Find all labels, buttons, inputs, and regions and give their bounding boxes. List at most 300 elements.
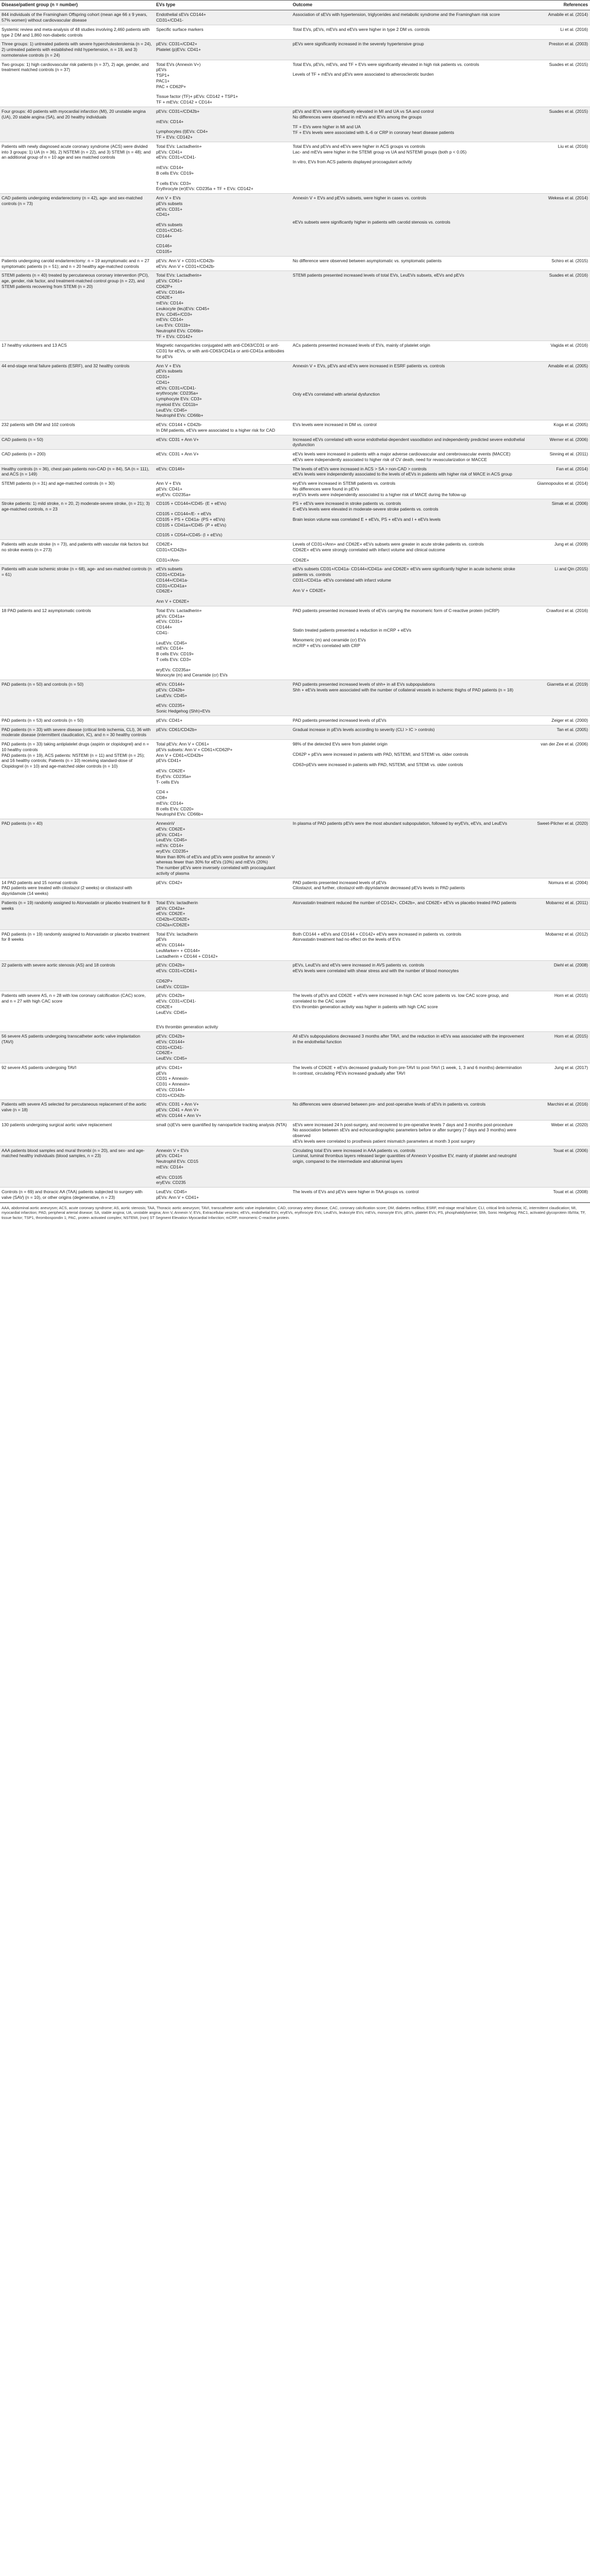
disease-cell: PAD patients (n = 40) xyxy=(0,819,155,878)
ev-type-cell xyxy=(155,361,291,420)
table-row xyxy=(0,479,590,499)
ev-type-cell: Magnetic nanoparticles conjugated with anti-CD63/CD31 or anti-CD31 for eEVs, or with anti-CD63/CD41a or anti-CD41a antibodies for pEVs xyxy=(155,341,291,361)
disease-cell: 44 end-stage renal failure patients (ESRF), and 32 healthy controls xyxy=(0,361,155,420)
ev-type-cell xyxy=(155,740,291,819)
outcome-cell: PAD patients presented increased levels of pEVs xyxy=(291,716,528,725)
cell-line: pEVs, LeuEVs and eEVs were increased in AVS patients vs. controls xyxy=(293,962,424,968)
cell-line: CD105 + CD54+/CD45- (I + eEVs) xyxy=(156,532,223,538)
cell-line: eEVs: CD31+ xyxy=(156,206,182,212)
disease-cell: Patients with acute stroke (n = 73), and patients with vascular risk factors but no stroke events (n = 273) xyxy=(0,540,155,565)
reference-cell: Amabile et al. (2005) xyxy=(528,361,590,420)
outcome-cell xyxy=(291,194,528,257)
cell-line: Total EVs (Annexin V+) xyxy=(156,61,201,67)
cell-line: Monomeric (m) and ceramide (cr) EVs xyxy=(293,637,366,643)
cell-line: Neutrophil EVs: CD15 xyxy=(156,1159,198,1164)
header-outcome: Outcome xyxy=(291,1,528,10)
table-row xyxy=(0,60,590,107)
cell-line: CD31 + Annexin- xyxy=(156,1076,189,1081)
line-spacer xyxy=(293,583,526,588)
cell-line: TF + EVs: CD142+ xyxy=(156,333,193,339)
outcome-cell xyxy=(291,991,528,1032)
cell-line: eEVs: CD144+ xyxy=(156,1087,185,1092)
outcome-cell xyxy=(291,142,528,193)
cell-line: eEVs: CD144+ xyxy=(156,682,185,687)
disease-cell xyxy=(0,878,155,898)
cell-line: PAD patients presented increased levels of pEVs xyxy=(293,879,386,885)
line-spacer xyxy=(293,623,526,628)
outcome-cell: All sEVs subpopulations decreased 3 months after TAVI, and the reduction in eEVs was associated with the improvement in the endothelial function xyxy=(291,1032,528,1063)
cell-line: T- cells EVs xyxy=(156,779,179,785)
cell-line: sEVs were increased 24 h post-surgery, and recovered to pre-operative levels 7 days and 3 months post-procedure xyxy=(293,1122,513,1127)
line-spacer xyxy=(156,124,289,129)
cell-line: CD62P+ xyxy=(156,283,173,289)
cell-line: Ann V + CD62E+ xyxy=(156,599,190,604)
cell-line: CD105+ xyxy=(156,249,172,254)
cell-line: CD31+/CD41a+ xyxy=(156,583,187,588)
reference-cell: Suades et al. (2015) xyxy=(528,107,590,142)
reference-cell: Fan et al. (2014) xyxy=(528,464,590,479)
cell-line: eEVs levels were increased in patients with a major adverse cardiovascular and cerebrovascular events (MACCE) xyxy=(293,451,511,456)
disease-cell: 17 healthy volunteers and 13 ACS xyxy=(0,341,155,361)
cell-line: mEVs: CD14+ xyxy=(156,646,184,651)
cell-line: Lac- and mEVs were higher in the STEMI group vs UA and NSTEMI groups (both p < 0.05) xyxy=(293,149,467,155)
table-row xyxy=(0,194,590,257)
outcome-cell: EVs levels were increased in DM vs. control xyxy=(291,420,528,435)
cell-line: B cells EVs: CD19+ xyxy=(156,651,194,656)
outcome-cell: ACs patients presented increased levels of EVs, mainly of platelet origin xyxy=(291,341,528,361)
table-row xyxy=(0,361,590,420)
cell-line: mEVs: CD14+ xyxy=(156,317,184,323)
cell-line: LeuEVs: CD45+ xyxy=(156,407,188,413)
disease-cell: Patients with newly diagnosed acute coronary syndrome (ACS) were divided into 3 groups: 1) UA (n = 36), 2) NSTEMI (n = 22), and 3) STEMI (n = 48); and an additional group of n = 10 age and sex matched controls xyxy=(0,142,155,193)
disease-cell: Systemic review and meta-analysis of 48 studies involving 2,460 patients with type 2 DM and 1,860 non-diabetic controls xyxy=(0,25,155,40)
line-spacer xyxy=(293,618,526,623)
cell-line: CD4 + xyxy=(156,789,168,795)
outcome-cell: The levels of EVs and pEVs were higher in TAA groups vs. control xyxy=(291,1188,528,1202)
cell-line: T cells EVs: CD3+ xyxy=(156,656,192,662)
disease-cell: 56 severe AS patients undergoing transcatheter aortic valve implantation (TAVI) xyxy=(0,1032,155,1063)
table-row xyxy=(0,499,590,540)
cell-line: pEVs: CD41+ xyxy=(156,486,182,492)
disease-cell: Healthy controls (n = 36), chest pain patients non-CAD (n = 84), SA (n = 111), and ACS (n = 149) xyxy=(0,464,155,479)
table-row xyxy=(0,1188,590,1202)
cell-line: TF + mEVs: CD142 + CD14+ xyxy=(156,99,212,105)
cell-line: eEVs: CD31 + Ann V+ xyxy=(156,1101,199,1107)
line-spacer xyxy=(293,614,526,618)
table-row xyxy=(0,740,590,819)
cell-line: Only eEVs correlated with arterial dysfunction xyxy=(293,392,380,397)
outcome-cell xyxy=(291,1120,528,1146)
reference-cell: Touat et al. (2006) xyxy=(528,1146,590,1188)
reference-cell: Schiro et al. (2015) xyxy=(528,256,590,271)
outcome-cell xyxy=(291,499,528,540)
reference-cell: Marchini et al. (2016) xyxy=(528,1100,590,1120)
outcome-cell xyxy=(291,450,528,465)
cell-line: CD31+/CD41a- eEVs correlated with infarct volume xyxy=(293,577,392,583)
cell-line: eEVs: Ann V + CD31+/CD42b- xyxy=(156,263,215,269)
cell-line: Leu EVs: CD11b+ xyxy=(156,323,191,328)
disease-cell: PAD patients (n = 19) randomly assigned to Atorvastatin or placebo treatment for 8 weeks xyxy=(0,929,155,961)
outcome-cell: pEVs were significantly increased in the severely hypertensive group xyxy=(291,40,528,60)
disease-cell: PAD patients (n = 53) and controls (n = 50) xyxy=(0,716,155,725)
cell-line: mEVs: CD14+ xyxy=(156,800,184,806)
cell-line: Total EVs and pEVs and eEVs were higher in ACS groups vs controls xyxy=(293,143,425,149)
cell-line: CD42a+/CD62E+ xyxy=(156,922,190,927)
cell-line: eEVs subsets xyxy=(156,566,183,572)
table-row xyxy=(0,341,590,361)
cell-line: CD31+/CD41- xyxy=(156,1044,183,1050)
line-spacer xyxy=(293,206,526,210)
cell-line: In vitro, EVs from ACS patients displayed procoagulant activity xyxy=(293,159,412,165)
cell-line: LeuEVs: CD45+ xyxy=(156,692,188,698)
line-spacer xyxy=(156,239,289,243)
cell-line: eEVs: CD144 + CD42b- xyxy=(156,422,203,427)
disease-cell: Patients with severe AS selected for percutaneous replacement of the aortic valve (n = 18) xyxy=(0,1100,155,1120)
reference-cell: Horn et al. (2015) xyxy=(528,1032,590,1063)
outcome-cell: Gradual increase in pEVs levels according to severity (CLI > IC > controls) xyxy=(291,725,528,740)
cell-line: Lymphocytes (l)EVs: CD4+ xyxy=(156,129,208,134)
disease-cell: STEMI patients (n = 40) treated by percutaneous coronary intervention (PCI), age, gender, risk factor, and treatment-matched control group (n = 22), and STEMI patients recovering from STEMI (n = 20) xyxy=(0,271,155,341)
cell-line: LeuEVs: CD45+ xyxy=(156,837,188,843)
table-footnote: AAA, abdominal aortic aneurysm; ACS, acute coronary syndrome; AS, aortic stenosis; TAA, Thoracic aortic aneurysm; TAVI, transcatheter aortic valve implantation; CAD, coronary artery disease; CAC, coronary calcification score; DM, diabetes mellitus; ESRF, end-stage renal failure; CLI, critical limb ischemia; IC, intermittent claudication; MI, myocardial infarction; PAD, peripheral arterial disease; SA, stable angina; UA, unstable angina; Ann V, Annexin V; EVs, Extracellular vesicles; eEVs, endothelial EVs; eryEVs, erythrocyte EVs; LeuEVs, leukocyte EVs; mEVs, monocyte EVs; pEVs, platelet EVs; PS, phosphatidylserine; Shh, Sonic Hedgehog; PAC1, activated glycoprotein IIb/IIIa; TF, tissue factor; TSP1, thrombospondin 1; PAC, protein activated complex; NSTEMI, (non) ST Segment Elevation Myocardial Infarction; mCRP, monomeric C-reactive protein. xyxy=(0,1202,590,1221)
disease-cell: CAD patients (n = 50) xyxy=(0,435,155,450)
outcome-cell xyxy=(291,464,528,479)
table-row xyxy=(0,1100,590,1120)
reference-cell: Tan et al. (2005) xyxy=(528,725,590,740)
cell-line: CD41- xyxy=(156,630,169,635)
cell-line: mEVs: CD14+ xyxy=(156,165,184,170)
outcome-cell xyxy=(291,606,528,680)
cell-line: mCRP + eEVs correlated with CRP xyxy=(293,643,360,648)
cell-line: CD144+/CD41a- xyxy=(156,577,189,583)
disease-cell: STEMI patients (n = 31) and age-matched controls (n = 30) xyxy=(0,479,155,499)
cell-line: pEVs: Ann V + CD31+/CD42b- xyxy=(156,258,215,263)
cell-line: TSP1+ xyxy=(156,73,170,78)
cell-line: The levels of CD62E + eEVs decreased gradually from pre-TAVI to post-TAVI (1 week, 1, 3 and 6 months) determination xyxy=(293,1064,522,1070)
header-row xyxy=(0,1,590,10)
table-row xyxy=(0,435,590,450)
table-row xyxy=(0,565,590,606)
cell-line: TF + EVs: CD142+ xyxy=(156,134,193,140)
cell-line: CD62E+ xyxy=(156,1004,173,1009)
cell-line: pEVs: CD41+ xyxy=(156,149,182,155)
cell-line: T cells EVs: CD3+ xyxy=(156,180,192,186)
line-spacer xyxy=(156,114,289,119)
cell-line: pEVs: CD42b+ xyxy=(156,1033,185,1039)
cell-line: CD31 + Annexin+ xyxy=(156,1081,190,1087)
cell-line: More than 80% of eEVs and pEVs were positive for annexin V whereas fewer than 30% for eEVs (10%) and mEVs (20%) xyxy=(156,854,275,865)
cell-line: CD41+ xyxy=(156,379,170,385)
cell-line: Statin treated patients presented a reduction in mCRP + eEVs xyxy=(293,627,412,633)
cell-line: Neutrophil EVs: CD66b+ xyxy=(156,413,204,418)
table-row xyxy=(0,1032,590,1063)
line-spacer xyxy=(293,553,526,557)
cell-line: CD31+ xyxy=(156,374,170,379)
cell-line: Brain lesion volume was correlated E + eEVs, PS + eEVs and I + eEVs levels xyxy=(293,516,441,522)
reference-cell: Diehl et al. (2008) xyxy=(528,961,590,991)
reference-cell: Mobarrez et al. (2012) xyxy=(528,929,590,961)
table-row xyxy=(0,819,590,878)
cell-line: Ann V + EVs xyxy=(156,363,181,368)
outcome-cell xyxy=(291,1063,528,1100)
reference-cell: Koga et al. (2005) xyxy=(528,420,590,435)
cell-line: CD41+ xyxy=(156,212,170,217)
cell-line: eEVs: CD144+ xyxy=(156,1039,185,1044)
cell-line: eEVs subsets were significantly higher in patients with carotid stenosis vs. controls xyxy=(293,219,450,225)
outcome-cell xyxy=(291,479,528,499)
table-header xyxy=(0,1,590,10)
cell-line: CD62E+ eEVs were strongly correlated with infarct volume and clinical outcome xyxy=(293,547,445,552)
ev-type-cell xyxy=(155,565,291,606)
line-spacer xyxy=(293,747,526,752)
outcome-cell: Association of sEVs with hypertension, triglycerides and metabolic syndrome and the Framingham risk score xyxy=(291,10,528,25)
cell-line: LeuEVs: CD45+ xyxy=(156,640,188,646)
line-spacer xyxy=(293,757,526,762)
line-spacer xyxy=(293,382,526,387)
cell-line: pEVs: CD61+ xyxy=(156,278,182,283)
reference-cell: Sweet-Pilcher et al. (2020) xyxy=(528,819,590,878)
ev-type-cell: eEVs: CD31 + Ann V+ xyxy=(155,450,291,465)
cell-line: CD62E+ xyxy=(293,557,309,563)
line-spacer xyxy=(156,160,289,165)
reference-cell: Touat et al. (2008) xyxy=(528,1188,590,1202)
cell-line: CD62E+ xyxy=(156,588,173,594)
cell-line: E-eEVs levels were elevated in moderate-severe stroke patients vs. controls xyxy=(293,506,439,512)
cell-line: Total EVs, pEVs, mEVs, and TF + EVs were significantly elevated in high risk patients vs. controls xyxy=(293,61,479,67)
cell-line: mEVs: CD14+ xyxy=(156,300,184,306)
table-row xyxy=(0,725,590,740)
cell-line: eEVs: CD31+ xyxy=(156,619,182,624)
outcome-cell: In plasma of PAD patients pEVs were the most abundant subpopulation, followed by eryEVs, eEVs, and LeuEVs xyxy=(291,819,528,878)
table-row xyxy=(0,716,590,725)
cell-line: eEVs: CD62E+ xyxy=(156,826,186,832)
ev-type-cell: small (s)EVs were quantified by nanoparticle tracking analysis (NTA) xyxy=(155,1120,291,1146)
outcome-cell: No difference were observed between asymptomatic vs. symptomatic patients xyxy=(291,256,528,271)
line-spacer xyxy=(293,373,526,378)
reference-cell: Vagida et al. (2016) xyxy=(528,341,590,361)
table-row xyxy=(0,464,590,479)
cell-line: pEVs subsets xyxy=(156,200,183,206)
ev-type-cell xyxy=(155,991,291,1032)
reference-cell: Werner et al. (2006) xyxy=(528,435,590,450)
reference-cell: Weber et al. (2020) xyxy=(528,1120,590,1146)
cell-line: Circulating total EVs were increased in AAA patients vs. controls xyxy=(293,1147,415,1153)
cell-line: EVs: CD45+/CD3+ xyxy=(156,311,193,317)
header-references: References xyxy=(528,1,590,10)
ev-type-cell xyxy=(155,680,291,716)
reference-cell: Zeiger et al. (2000) xyxy=(528,716,590,725)
cell-line: CD62P+ xyxy=(156,978,173,984)
cell-line: pEVs CD41+ xyxy=(156,758,181,764)
cell-line: eEVs: CD62E+ xyxy=(156,911,186,917)
cell-line: pEVs: CD41 + Ann V+ xyxy=(156,1107,199,1112)
cell-line: Total EVs: Lactadherin+ xyxy=(156,143,202,149)
cell-line: eEVs: CD144+ xyxy=(156,942,185,947)
outcome-cell: Atorvastatin treatment reduced the number of CD142+, CD42b+, and CD62E+ eEVs vs placebo treated PAD patients xyxy=(291,898,528,929)
outcome-cell: Total EVs, pEVs, mEVs and eEVs were higher in type 2 DM vs. controls xyxy=(291,25,528,40)
outcome-cell xyxy=(291,740,528,819)
cell-line: pEVs: CD41+ xyxy=(156,1153,182,1159)
ev-type-cell xyxy=(155,819,291,878)
cell-line: TF + EVs levels were associated with IL-6 or CRP in coronary heart disease patients xyxy=(293,130,454,135)
reference-cell: Giannopoulos et al. (2014) xyxy=(528,479,590,499)
disease-cell: PAD patients (n = 33) with severe disease (critical limb ischemia, CLI), 36 with moderate disease (intermittent claudication, IC), and n = 30 healthy controls xyxy=(0,725,155,740)
cell-line: CD105 + CD144+/E- + eEVs xyxy=(156,511,211,516)
outcome-cell xyxy=(291,680,528,716)
cell-line: Tissue factor (TF)+ pEVs: CD142 + TSP1+ xyxy=(156,94,238,99)
cell-line: eEVs subsets CD31+/CD41a- CD144+/CD41a- and CD62E+ eEVs were significantly higher in acute ischemic stroke patients vs. controls xyxy=(293,566,515,577)
cell-line: CD105 + CD144+/CD45- (E + eEVs) xyxy=(156,501,227,506)
ev-type-cell xyxy=(155,256,291,271)
outcome-cell xyxy=(291,60,528,107)
table-row xyxy=(0,991,590,1032)
disease-cell: 130 patients undergoing surgical aortic valve replacement xyxy=(0,1120,155,1146)
cell-line: PAD patients (n = 19), ACS patients: NSTEMI (n = 11) and STEMI (n = 25); and 16 healthy controls; Patients (n = 10) receiving standard-dose of Clopidogrel (n = 10) and age-matched older controls (n = 10) xyxy=(2,752,145,769)
ev-type-cell xyxy=(155,40,291,60)
cell-line: pEVs: CD42b+ xyxy=(156,962,185,968)
reference-cell: Amabile et al. (2014) xyxy=(528,10,590,25)
cell-line: CD62E+ xyxy=(156,541,173,547)
cell-line: B cells EVs: CD20+ xyxy=(156,806,194,811)
cell-line: PAD patients presented increased levels of eEVs carrying the monomeric form of C-reactive protein (mCRP) xyxy=(293,607,500,613)
disease-cell: Stroke patients: 1) mild stroke, n = 20, 2) moderate-severe stroke, (n = 21); 3) age-matched controls, n = 23 xyxy=(0,499,155,540)
cell-line: pEVs subsets xyxy=(156,368,183,374)
reference-cell: van der Zee et al. (2006) xyxy=(528,740,590,819)
disease-cell: Patients with severe AS, n = 28 with low coronary calcification (CAC) score, and n = 27 with high CAC score xyxy=(0,991,155,1032)
cell-line: pEVs: CD42a+ xyxy=(156,905,185,911)
line-spacer xyxy=(156,594,289,599)
cell-line: Total pEVs: Ann V + CD61+ xyxy=(156,741,209,747)
ev-studies-table xyxy=(0,0,590,1202)
disease-cell: 92 severe AS patients undergoing TAVI xyxy=(0,1063,155,1100)
cell-line: EVs thrombin generation activity was higher in patients with high CAC score xyxy=(293,1004,438,1009)
line-spacer xyxy=(156,506,289,511)
cell-line: TF + EVs were higher in MI and UA xyxy=(293,124,361,130)
cell-line: Leukocyte (leu)EVs: CD45+ xyxy=(156,306,210,311)
cell-line: Ann V + EVs xyxy=(156,481,181,486)
cell-line: 98% of the detected EVs were from platelet origin xyxy=(293,741,387,747)
ev-type-cell xyxy=(155,107,291,142)
table-row xyxy=(0,271,590,341)
cell-line: Annexin V + EVs, pEVs and eEVs were increased in ESRF patients vs. controls xyxy=(293,363,445,368)
disease-cell: Controls (n = 69) and thoracic AA (TAA) patients subjected to surgery with valve (SAV) (n = 10), or other origins (degenerative, n = 23) xyxy=(0,1188,155,1202)
cell-line: B cells EVs: CD19+ xyxy=(156,170,194,176)
ev-type-cell: Specific surface markers xyxy=(155,25,291,40)
table-row xyxy=(0,40,590,60)
outcome-cell xyxy=(291,961,528,991)
outcome-cell xyxy=(291,878,528,898)
reference-cell: Giarretta et al. (2019) xyxy=(528,680,590,716)
reference-cell: Crawford et al. (2016) xyxy=(528,606,590,680)
ev-type-cell xyxy=(155,898,291,929)
ev-type-cell xyxy=(155,271,291,341)
cell-line: CD31+/CD41- xyxy=(156,18,183,23)
line-spacer xyxy=(156,553,289,557)
cell-line: CD31+/CD42b+ xyxy=(156,547,187,552)
cell-line: eEVs: CD31+/CD41- xyxy=(156,385,196,391)
reference-cell: Li and Qin (2015) xyxy=(528,565,590,606)
ev-type-cell xyxy=(155,1188,291,1202)
ev-type-cell xyxy=(155,10,291,25)
cell-line: No differences were observed in mEVs and lEVs among the groups xyxy=(293,114,422,120)
line-spacer xyxy=(293,201,526,206)
disease-cell: 22 patients with severe aortic stenosis (AS) and 18 controls xyxy=(0,961,155,991)
cell-line: mEVs: CD14+ xyxy=(156,118,184,124)
cell-line: eEVs: CD31+/CD61+ xyxy=(156,968,197,973)
line-spacer xyxy=(293,67,526,72)
cell-line: Platelet (p)EVs: CD41+ xyxy=(156,47,201,52)
line-spacer xyxy=(156,217,289,222)
cell-line: Lymphocyte EVs: CD3+ xyxy=(156,396,202,401)
line-spacer xyxy=(156,698,289,703)
outcome-cell: Increased eEVs correlated with worse endothelial-dependent vasodilation and independently predicted severe endothelial dysfunction xyxy=(291,435,528,450)
table-row xyxy=(0,898,590,929)
reference-cell: Liu et al. (2016) xyxy=(528,142,590,193)
cell-line: Luminal, luminal thrombus layers released larger quantities of Annexin V-positive EV, mainly of platelet and neutrophil origin, compared to the intermediate and abluminal layers xyxy=(293,1153,517,1164)
cell-line: CD62E+ xyxy=(156,1050,173,1056)
ev-type-cell xyxy=(155,606,291,680)
ev-type-cell xyxy=(155,961,291,991)
line-spacer xyxy=(293,378,526,382)
cell-line: Neutrophil EVs: CD66b+ xyxy=(156,328,204,333)
cell-line: Ann V + CD62E+ xyxy=(293,587,326,593)
cell-line: PAC1+ xyxy=(156,78,170,83)
cell-line: LeuEVs: CD11b+ xyxy=(156,984,190,989)
cell-line: Sonic Hedgehog (Shh)+EVs xyxy=(156,708,210,714)
line-spacer xyxy=(156,663,289,667)
table-body xyxy=(0,10,590,1202)
cell-line: pEVs: CD42b+ xyxy=(156,687,185,692)
ev-type-cell: pEVs: CD61/CD42b+ xyxy=(155,725,291,740)
cell-line: Levels of CD31+/Ann+ and CD62E+ eEVs subsets were greater in acute stroke patients vs. controls xyxy=(293,541,484,547)
cell-line: Annexin V + EVs and pEVs subsets, were higher in cases vs. controls xyxy=(293,195,427,200)
disease-cell: Patients (n = 19) randomly assigned to Atorvastatin or placebo treatment for 8 weeks xyxy=(0,898,155,929)
disease-cell xyxy=(0,740,155,819)
cell-line: CD31+/CD41a- xyxy=(156,572,186,577)
cell-line: Neutrophil EVs: CD66b+ xyxy=(156,811,204,817)
cell-line: pEVs: CD41+ xyxy=(156,832,182,837)
cell-line: eryEVs: CD235+ xyxy=(156,848,189,854)
line-spacer xyxy=(156,785,289,789)
disease-cell: PAD patients (n = 50) and controls (n = 50) xyxy=(0,680,155,716)
cell-line: CD42b+/CD62E+ xyxy=(156,917,190,922)
disease-cell: Patients undergoing carotid endarterectomy: n = 19 asymptomatic and n = 27 symptomatic patients (n = 51); and n = 20 healthy age-matched controls xyxy=(0,256,155,271)
cell-line: No association between sEVs and echocardiographic parameters before or after surgery (7 days and 3 months) were observed xyxy=(293,1127,516,1138)
cell-line: eEVs: CD31+/CD41- xyxy=(156,155,196,160)
cell-line: pEVs: CD42b+ xyxy=(156,993,185,998)
cell-line: In contrast, circulating PEVs increased gradually after TAVI xyxy=(293,1070,406,1076)
table-row xyxy=(0,450,590,465)
line-spacer xyxy=(293,210,526,215)
cell-line: pEVs xyxy=(156,937,167,942)
cell-line: eryEVs: CD235a+ xyxy=(156,492,191,497)
cell-line: CD62E+ xyxy=(156,295,173,300)
table-row xyxy=(0,961,590,991)
cell-line: Annexin V + EVs xyxy=(156,1147,189,1153)
table-row xyxy=(0,1146,590,1188)
disease-cell: 232 patients with DM and 102 controls xyxy=(0,420,155,435)
cell-line: pEVs and lEVs were significantly elevated in MI and UA vs SA and control xyxy=(293,108,434,114)
cell-line: pEVs xyxy=(156,1070,167,1076)
ev-type-cell xyxy=(155,540,291,565)
outcome-cell xyxy=(291,107,528,142)
reference-cell: Mobarrez et al. (2011) xyxy=(528,898,590,929)
outcome-cell xyxy=(291,361,528,420)
cell-line: CD146+ xyxy=(156,243,172,249)
cell-line: PS + eEVs were increased in stroke patients vs. controls xyxy=(293,501,401,506)
cell-line: eEVs levels were correlated with shear stress and with the number of blood monocytes xyxy=(293,968,459,973)
cell-line: Shh + eEVs levels were associated with the number of collateral vessels in ischemic thighs of PAD patients (n = 18) xyxy=(293,687,514,692)
